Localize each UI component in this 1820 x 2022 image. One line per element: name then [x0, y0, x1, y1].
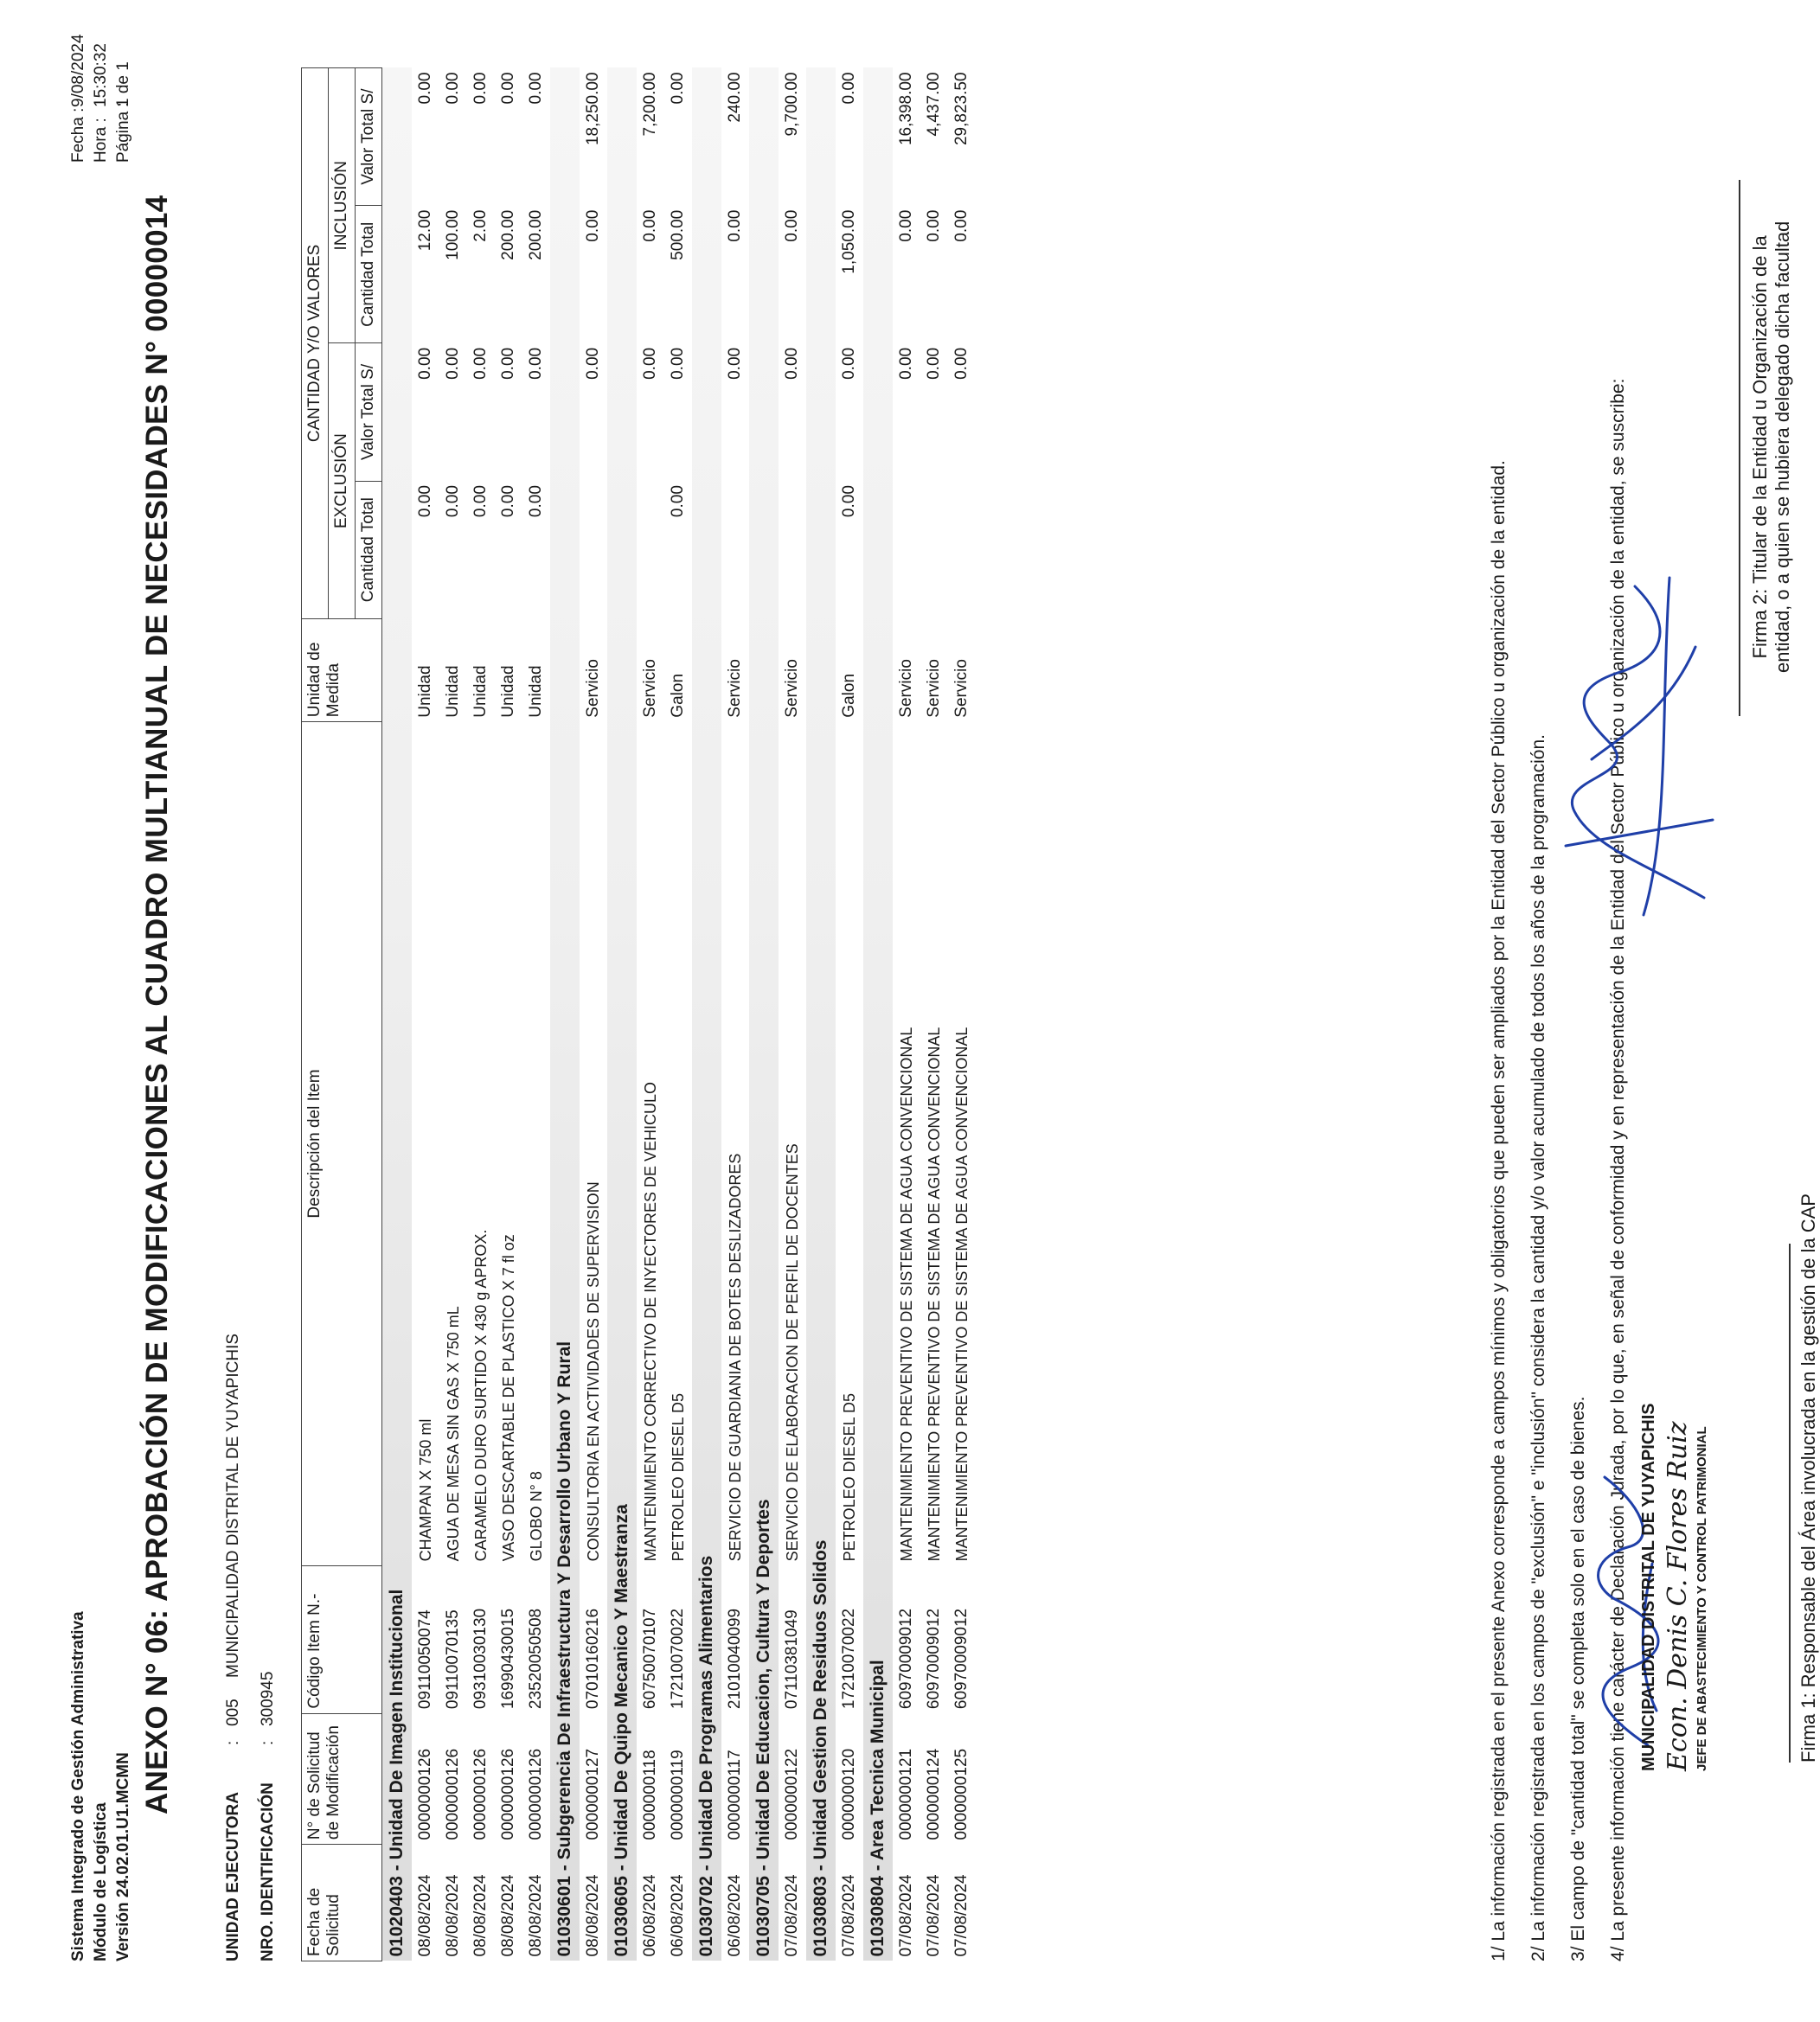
separator: : — [259, 1740, 277, 1745]
cell-solicitud: 0000000120 — [840, 1748, 858, 1840]
cell-codigo: 09110070135 — [444, 1609, 462, 1710]
cell-in-cantidad: 200.00 — [499, 209, 517, 260]
cell-solicitud: 0000000126 — [416, 1748, 434, 1840]
system-name: Sistema Integrado de Gestión Administrativa — [69, 1611, 87, 1961]
cell-ex-cantidad: 0.00 — [840, 485, 858, 518]
col-in-valor: Valor Total S/ — [356, 68, 382, 206]
col-ex-cantidad: Cantidad Total — [356, 481, 382, 618]
firma-1-line — [1789, 1244, 1791, 1763]
cell-ex-valor: 0.00 — [726, 347, 744, 380]
cell-unidad-medida: Unidad — [444, 665, 462, 718]
cell-fecha: 08/08/2024 — [527, 1874, 545, 1957]
cell-descripcion: SERVICIO DE GUARDIANIA DE BOTES DESLIZADORES — [727, 1153, 744, 1562]
unidad-ejecutora-name: MUNICIPALIDAD DISTRITAL DE YUYAPICHIS — [224, 1333, 242, 1678]
cell-descripcion: CONSULTORIA EN ACTIVIDADES DE SUPERVISION — [585, 1181, 602, 1562]
cell-ex-valor: 0.00 — [840, 347, 858, 380]
cell-ex-valor: 0.00 — [499, 347, 517, 380]
table-row — [637, 68, 664, 1961]
col-exclusion: EXCLUSIÓN — [329, 343, 356, 618]
cell-in-valor: 0.00 — [499, 72, 517, 105]
cell-codigo: 60970009012 — [925, 1608, 943, 1710]
cell-ex-cantidad: 0.00 — [499, 485, 517, 518]
separator: : — [224, 1740, 242, 1745]
cell-ex-valor: 0.00 — [527, 347, 545, 380]
cell-descripcion: PETROLEO DIESEL D5 — [670, 1392, 687, 1562]
cell-ex-valor: 0.00 — [471, 347, 490, 380]
cell-codigo: 09110050074 — [416, 1609, 434, 1710]
note-2: 2/ La información registrada en los campos de "exclusión" e "inclusión" considera la cantidad y/o valor acumulado de todos los años de la programación. — [1528, 734, 1548, 1961]
cell-ex-cantidad — [779, 481, 806, 618]
cell-fecha: 08/08/2024 — [416, 1874, 434, 1957]
version-label: Versión 24.02.01.U1.MCMN — [114, 1752, 132, 1961]
cell-in-cantidad: 500.00 — [669, 209, 687, 260]
cell-in-cantidad: 1,050.00 — [840, 209, 858, 274]
table-row — [779, 68, 806, 1961]
cell-in-valor: 9,700.00 — [783, 72, 801, 137]
print-info — [67, 34, 135, 163]
table-row — [495, 68, 522, 1961]
cell-descripcion: MANTENIMIENTO CORRECTIVO DE INYECTORES DE VEHICULO — [642, 1081, 659, 1562]
stamp-org: MUNICIPALIDAD DISTRITAL DE YUYAPICHIS — [1639, 1403, 1658, 1771]
nro-identificacion-value: 300945 — [259, 1671, 277, 1726]
modifications-table — [301, 67, 976, 1961]
col-descripcion: Descripción del Item — [302, 722, 382, 1566]
cell-ex-cantidad: 0.00 — [416, 485, 434, 518]
cell-unidad-medida: Unidad — [499, 665, 517, 718]
cell-solicitud: 0000000122 — [783, 1748, 801, 1840]
fecha-label: Fecha : — [69, 107, 87, 163]
cell-in-valor: 7,200.00 — [641, 72, 659, 137]
cell-solicitud: 0000000119 — [669, 1750, 687, 1840]
unidad-ejecutora-code: 005 — [224, 1699, 242, 1726]
note-4: 4/ La presente información tiene carácter de Declaración Jurada, por lo que, en señal de conformidad y en representación de la Entidad del Sector Público u organización de la entidad, se suscribe: — [1608, 378, 1628, 1961]
cell-fecha: 08/08/2024 — [499, 1874, 517, 1957]
cell-fecha: 08/08/2024 — [471, 1874, 490, 1957]
table-row — [948, 68, 976, 1961]
cell-in-cantidad: 0.00 — [783, 209, 801, 242]
cell-ex-cantidad — [721, 481, 749, 618]
cell-descripcion: AGUA DE MESA SIN GAS X 750 mL — [445, 1306, 462, 1562]
cell-unidad-medida: Galon — [840, 673, 858, 718]
cell-ex-valor: 0.00 — [925, 347, 943, 380]
col-unidad-medida: Unidad de Medida — [302, 618, 382, 721]
cell-in-cantidad: 200.00 — [527, 209, 545, 260]
cell-ex-cantidad — [580, 481, 607, 618]
cell-ex-cantidad: 0.00 — [444, 485, 462, 518]
cell-unidad-medida: Unidad — [527, 665, 545, 718]
cell-ex-valor: 0.00 — [416, 347, 434, 380]
cell-ex-cantidad: 0.00 — [471, 485, 490, 518]
cell-descripcion: MANTENIMIENTO PREVENTIVO DE SISTEMA DE AGUA CONVENCIONAL — [953, 1027, 971, 1562]
cell-descripcion: PETROLEO DIESEL D5 — [841, 1392, 858, 1562]
table-row — [721, 68, 749, 1961]
col-solicitud: N° de Solicitud de Modificación — [302, 1713, 382, 1844]
firma-2-line1: Firma 2: Titular de la Entidad u Organización de la — [1749, 235, 1771, 659]
cell-solicitud: 0000000117 — [726, 1750, 744, 1840]
cell-solicitud: 0000000121 — [897, 1748, 915, 1840]
group-name: 01030601 - Subgerencia De Infraestructura Y Desarrollo Urbano Y Rural — [550, 68, 580, 1961]
cell-fecha: 06/08/2024 — [669, 1874, 687, 1957]
cell-codigo: 17210070022 — [669, 1608, 687, 1710]
pagina-label: Página : — [114, 102, 132, 163]
cell-solicitud: 0000000126 — [471, 1748, 490, 1840]
cell-unidad-medida: Servicio — [897, 659, 915, 718]
cell-unidad-medida: Servicio — [783, 659, 801, 718]
cell-fecha: 08/08/2024 — [444, 1874, 462, 1957]
cell-unidad-medida: Servicio — [641, 659, 659, 718]
table-row — [920, 68, 948, 1961]
group-row — [806, 68, 836, 1961]
cell-fecha: 08/08/2024 — [584, 1874, 602, 1957]
group-name: 01030705 - Unidad De Educacion, Cultura Y Deportes — [749, 68, 779, 1961]
cell-in-valor: 29,823.50 — [952, 72, 971, 146]
hora-label: Hora : — [92, 118, 110, 163]
cell-solicitud: 0000000125 — [952, 1748, 971, 1840]
document-title: ANEXO N° 06: APROBACIÓN DE MODIFICACIONES AL CUADRO MULTIANUAL DE NECESIDADES N° 00000014 — [140, 195, 174, 1814]
cell-codigo: 60970009012 — [952, 1608, 971, 1710]
cell-in-cantidad: 0.00 — [584, 209, 602, 242]
fecha-value: 9/08/2024 — [69, 34, 87, 107]
group-row — [607, 68, 637, 1961]
firma-2-caption — [1749, 221, 1794, 673]
cell-solicitud: 0000000118 — [641, 1750, 659, 1840]
cell-in-valor: 18,250.00 — [584, 72, 602, 146]
cell-solicitud: 0000000124 — [925, 1748, 943, 1840]
cell-in-cantidad: 100.00 — [444, 209, 462, 260]
cell-codigo: 07010160216 — [584, 1608, 602, 1710]
right-signature-scribble — [1540, 569, 1730, 932]
stamp-name: Econ. Denis C. Flores Ruiz — [1663, 1421, 1693, 1771]
cell-solicitud: 0000000126 — [444, 1748, 462, 1840]
cell-in-cantidad: 0.00 — [952, 209, 971, 242]
cell-fecha: 07/08/2024 — [952, 1874, 971, 1957]
cell-fecha: 07/08/2024 — [897, 1874, 915, 1957]
col-cantidad-valores: CANTIDAD Y/O VALORES — [302, 68, 329, 619]
col-fecha: Fecha de Solicitud — [302, 1845, 382, 1961]
cell-in-valor: 0.00 — [416, 72, 434, 105]
cell-fecha: 06/08/2024 — [641, 1874, 659, 1957]
cell-in-valor: 0.00 — [471, 72, 490, 105]
cell-solicitud: 0000000127 — [584, 1748, 602, 1840]
cell-in-cantidad: 0.00 — [641, 209, 659, 242]
group-row — [692, 68, 721, 1961]
cell-ex-cantidad — [893, 481, 920, 618]
cell-fecha: 06/08/2024 — [726, 1874, 744, 1957]
note-1: 1/ La información registrada en el presente Anexo corresponde a campos mínimos y obligatorios que pueden ser ampliados por la Entidad del Sector Público u organización de la entidad. — [1489, 460, 1509, 1961]
cell-ex-valor: 0.00 — [641, 347, 659, 380]
cell-ex-valor: 0.00 — [584, 347, 602, 380]
table-header — [302, 68, 382, 1961]
nro-identificacion-label: NRO. IDENTIFICACIÓN — [259, 1782, 277, 1961]
cell-ex-valor: 0.00 — [952, 347, 971, 380]
group-row — [550, 68, 580, 1961]
group-row — [863, 68, 893, 1961]
cell-unidad-medida: Servicio — [952, 659, 971, 718]
cell-codigo: 60970009012 — [897, 1608, 915, 1710]
left-signature-stamp — [1639, 1403, 1709, 1771]
group-name: 01030803 - Unidad Gestion De Residuos Solidos — [806, 68, 836, 1961]
pagina-value: 1 de 1 — [114, 61, 132, 107]
cell-in-cantidad: 0.00 — [726, 209, 744, 242]
cell-in-cantidad: 0.00 — [897, 209, 915, 242]
cell-in-valor: 0.00 — [669, 72, 687, 105]
cell-codigo: 21010040099 — [726, 1608, 744, 1710]
unidad-ejecutora-label: UNIDAD EJECUTORA — [224, 1791, 242, 1961]
table-row — [522, 68, 550, 1961]
cell-fecha: 07/08/2024 — [925, 1874, 943, 1957]
cell-unidad-medida: Unidad — [416, 665, 434, 718]
group-name: 01020403 - Unidad De Imagen Institucional — [382, 68, 413, 1961]
cell-in-valor: 4,437.00 — [925, 72, 943, 137]
cell-descripcion: SERVICIO DE ELABORACION DE PERFIL DE DOCENTES — [784, 1143, 801, 1562]
table-row — [893, 68, 920, 1961]
table-body — [382, 68, 977, 1961]
table-row — [836, 68, 863, 1961]
cell-fecha: 07/08/2024 — [840, 1874, 858, 1957]
group-name: 01030702 - Unidad De Programas Alimentarios — [692, 68, 721, 1961]
group-name: 01030605 - Unidad De Quipo Mecanico Y Maestranza — [607, 68, 637, 1961]
cell-ex-valor: 0.00 — [669, 347, 687, 380]
table-row — [439, 68, 467, 1961]
cell-ex-cantidad — [637, 481, 664, 618]
cell-ex-valor: 0.00 — [897, 347, 915, 380]
table-row — [467, 68, 495, 1961]
cell-descripcion: GLOBO N° 8 — [528, 1471, 545, 1562]
cell-unidad-medida: Servicio — [925, 659, 943, 718]
module-name: Módulo de Logística — [92, 1802, 110, 1961]
table-row — [664, 68, 692, 1961]
cell-ex-cantidad: 0.00 — [669, 485, 687, 518]
cell-codigo: 23520050508 — [527, 1608, 545, 1710]
col-inclusion: INCLUSIÓN — [329, 68, 356, 343]
cell-unidad-medida: Galon — [669, 673, 687, 718]
cell-ex-cantidad: 0.00 — [527, 485, 545, 518]
cell-in-cantidad: 0.00 — [925, 209, 943, 242]
cell-ex-valor: 0.00 — [783, 347, 801, 380]
cell-in-valor: 0.00 — [444, 72, 462, 105]
cell-in-cantidad: 2.00 — [471, 209, 490, 242]
firma-2-line — [1739, 180, 1740, 716]
group-name: 01030804 - Area Tecnica Municipal — [863, 68, 893, 1961]
cell-codigo: 07110381049 — [783, 1609, 801, 1710]
firma-2-line2: entidad, o a quien se hubiera delegado dicha facultad — [1772, 221, 1793, 673]
cell-unidad-medida: Unidad — [471, 665, 490, 718]
table-row — [580, 68, 607, 1961]
note-3: 3/ El campo de "cantidad total" se completa solo en el caso de bienes. — [1568, 1396, 1588, 1961]
cell-codigo: 09310030130 — [471, 1608, 490, 1710]
cell-descripcion: VASO DESCARTABLE DE PLASTICO X 7 fl oz — [500, 1234, 517, 1562]
cell-unidad-medida: Servicio — [584, 659, 602, 718]
col-codigo: Código Item N.- — [302, 1565, 382, 1713]
cell-ex-cantidad — [948, 481, 976, 618]
cell-in-cantidad: 12.00 — [416, 209, 434, 252]
cell-in-valor: 16,398.00 — [897, 72, 915, 146]
cell-descripcion: MANTENIMIENTO PREVENTIVO DE SISTEMA DE AGUA CONVENCIONAL — [926, 1027, 943, 1562]
cell-in-valor: 240.00 — [726, 72, 744, 123]
cell-descripcion: CARAMELO DURO SURTIDO X 430 g APROX. — [472, 1229, 490, 1562]
cell-fecha: 07/08/2024 — [783, 1874, 801, 1957]
cell-descripcion: MANTENIMIENTO PREVENTIVO DE SISTEMA DE AGUA CONVENCIONAL — [898, 1027, 915, 1562]
cell-in-valor: 0.00 — [527, 72, 545, 105]
table-row — [412, 68, 439, 1961]
cell-solicitud: 0000000126 — [499, 1748, 517, 1840]
cell-descripcion: CHAMPAN X 750 ml — [417, 1418, 434, 1562]
cell-in-valor: 0.00 — [840, 72, 858, 105]
cell-codigo: 16990430015 — [499, 1608, 517, 1710]
system-info — [67, 1611, 135, 1961]
cell-codigo: 17210070022 — [840, 1608, 858, 1710]
cell-solicitud: 0000000126 — [527, 1748, 545, 1840]
cell-ex-cantidad — [920, 481, 948, 618]
col-ex-valor: Valor Total S/ — [356, 343, 382, 481]
col-in-cantidad: Cantidad Total — [356, 206, 382, 343]
group-row — [749, 68, 779, 1961]
cell-ex-valor: 0.00 — [444, 347, 462, 380]
cell-codigo: 60750070107 — [641, 1608, 659, 1710]
cell-unidad-medida: Servicio — [726, 659, 744, 718]
group-row — [382, 68, 413, 1961]
hora-value: 15:30:32 — [92, 43, 110, 107]
entity-meta — [216, 1334, 285, 1961]
firma-1-caption: Firma 1: Responsable del Área involucrada en la gestión de la CAP — [1798, 1193, 1819, 1763]
stamp-role: JEFE DE ABASTECIMIENTO Y CONTROL PATRIMONIAL — [1695, 1426, 1709, 1771]
left-signature-scribble — [1579, 1469, 1674, 1763]
